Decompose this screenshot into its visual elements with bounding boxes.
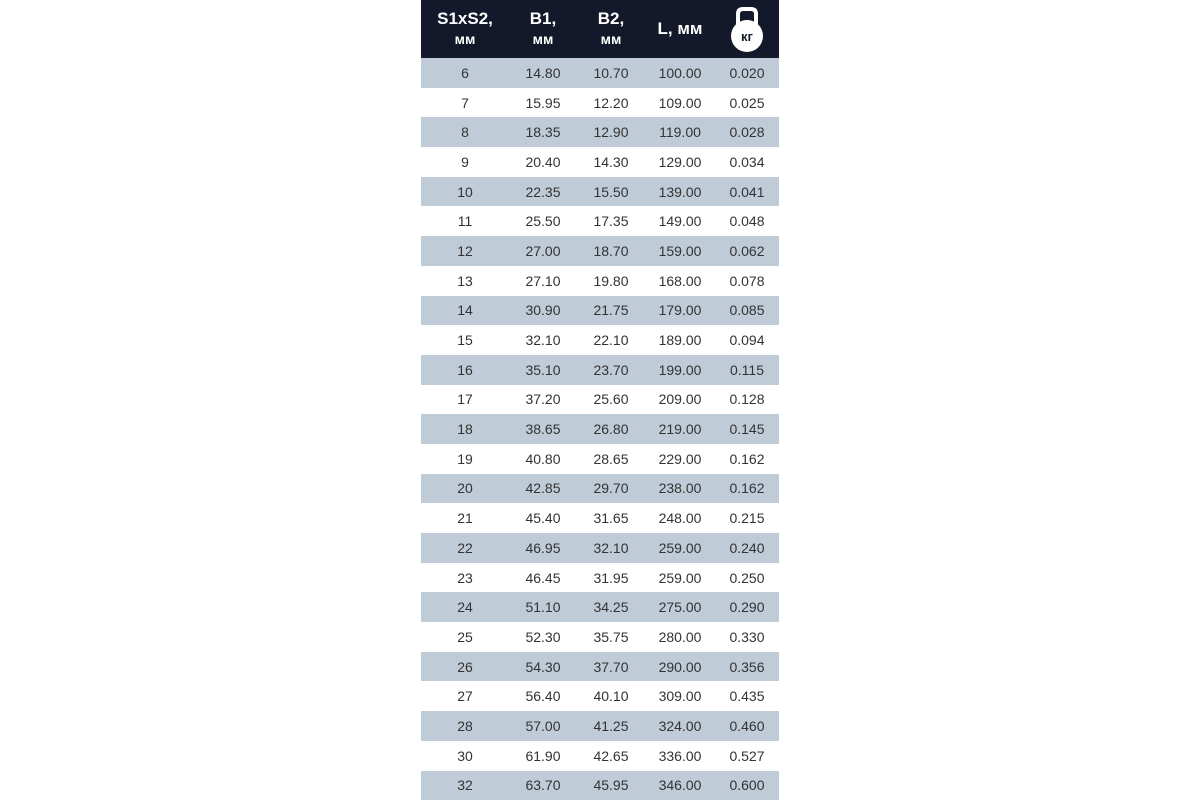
- cell-weight: 0.028: [729, 124, 765, 141]
- cell-b1: 42.85: [525, 480, 561, 497]
- cell-b2: 14.30: [593, 153, 629, 170]
- table-row: [421, 622, 779, 652]
- cell-b2: 41.25: [593, 717, 629, 734]
- cell-b1: 25.50: [525, 213, 561, 230]
- cell-size: 12: [457, 242, 473, 259]
- cell-b2: 29.70: [593, 480, 629, 497]
- cell-b1: 37.20: [525, 391, 561, 408]
- cell-size: 23: [457, 569, 473, 586]
- cell-size: 18: [457, 421, 473, 438]
- cell-b2: 12.20: [593, 94, 629, 111]
- cell-b2: 31.65: [593, 510, 629, 527]
- cell-weight: 0.025: [729, 94, 765, 111]
- header-length-label: L, мм: [657, 19, 703, 38]
- cell-weight: 0.145: [729, 421, 765, 438]
- cell-length: 324.00: [658, 717, 702, 734]
- cell-weight: 0.215: [729, 510, 765, 527]
- cell-weight: 0.290: [729, 599, 765, 616]
- table-row: [421, 444, 779, 474]
- table-row: [421, 474, 779, 504]
- cell-b2: 12.90: [593, 124, 629, 141]
- cell-weight: 0.460: [729, 717, 765, 734]
- cell-b2: 31.95: [593, 569, 629, 586]
- table-row: [421, 533, 779, 563]
- table-row: [421, 563, 779, 593]
- header-b2: [577, 0, 645, 58]
- cell-size: 7: [461, 94, 469, 111]
- cell-length: 168.00: [658, 272, 702, 289]
- spec-table: [421, 0, 779, 800]
- cell-length: 229.00: [658, 450, 702, 467]
- cell-weight: 0.041: [729, 183, 765, 200]
- cell-length: 149.00: [658, 213, 702, 230]
- cell-b1: 61.90: [525, 747, 561, 764]
- table-row: [421, 385, 779, 415]
- cell-b2: 23.70: [593, 361, 629, 378]
- header-length: [645, 0, 715, 58]
- cell-size: 20: [457, 480, 473, 497]
- cell-size: 19: [457, 450, 473, 467]
- table-row: [421, 147, 779, 177]
- cell-b2: 37.70: [593, 658, 629, 675]
- cell-size: 11: [457, 213, 473, 230]
- cell-weight: 0.600: [729, 777, 765, 794]
- cell-length: 336.00: [658, 747, 702, 764]
- cell-b2: 21.75: [593, 302, 629, 319]
- cell-b1: 52.30: [525, 628, 561, 645]
- header-b1-label: B1,: [529, 9, 557, 28]
- cell-length: 259.00: [658, 569, 702, 586]
- cell-length: 189.00: [658, 332, 702, 349]
- cell-b2: 17.35: [593, 213, 629, 230]
- weight-unit-label: кг: [741, 29, 753, 44]
- cell-size: 16: [457, 361, 473, 378]
- cell-b2: 10.70: [593, 64, 629, 81]
- cell-b1: 30.90: [525, 302, 561, 319]
- table-row: [421, 771, 779, 800]
- header-size-label: S1xS2,: [437, 9, 493, 28]
- cell-size: 25: [457, 628, 473, 645]
- cell-size: 30: [457, 747, 473, 764]
- cell-size: 27: [457, 688, 473, 705]
- cell-b2: 32.10: [593, 539, 629, 556]
- cell-weight: 0.020: [729, 64, 765, 81]
- cell-b1: 18.35: [525, 124, 561, 141]
- table-row: [421, 58, 779, 88]
- cell-b1: 46.95: [525, 539, 561, 556]
- cell-length: 159.00: [658, 242, 702, 259]
- cell-b2: 15.50: [593, 183, 629, 200]
- cell-length: 129.00: [658, 153, 702, 170]
- table-row: [421, 236, 779, 266]
- kettlebell-icon: [727, 6, 767, 52]
- cell-b1: 54.30: [525, 658, 561, 675]
- cell-b2: 26.80: [593, 421, 629, 438]
- cell-size: 26: [457, 658, 473, 675]
- cell-weight: 0.085: [729, 302, 765, 319]
- cell-size: 21: [457, 510, 473, 527]
- cell-length: 209.00: [658, 391, 702, 408]
- cell-b1: 56.40: [525, 688, 561, 705]
- table-header: [421, 0, 779, 58]
- cell-weight: 0.162: [729, 450, 765, 467]
- cell-b1: 51.10: [525, 599, 561, 616]
- cell-weight: 0.128: [729, 391, 765, 408]
- cell-size: 28: [457, 717, 473, 734]
- cell-size: 17: [457, 391, 473, 408]
- cell-weight: 0.162: [729, 480, 765, 497]
- cell-b2: 35.75: [593, 628, 629, 645]
- table-row: [421, 117, 779, 147]
- cell-weight: 0.048: [729, 213, 765, 230]
- cell-b1: 45.40: [525, 510, 561, 527]
- cell-length: 219.00: [658, 421, 702, 438]
- cell-weight: 0.078: [729, 272, 765, 289]
- cell-b2: 19.80: [593, 272, 629, 289]
- header-b2-unit: мм: [600, 31, 622, 47]
- cell-size: 9: [461, 153, 469, 170]
- cell-b1: 27.00: [525, 242, 561, 259]
- cell-b1: 57.00: [525, 717, 561, 734]
- table-row: [421, 414, 779, 444]
- table-row: [421, 206, 779, 236]
- cell-length: 290.00: [658, 658, 702, 675]
- cell-size: 22: [457, 539, 473, 556]
- table-row: [421, 355, 779, 385]
- header-size-unit: мм: [454, 31, 476, 47]
- cell-b1: 14.80: [525, 64, 561, 81]
- cell-size: 8: [461, 124, 469, 141]
- cell-b2: 28.65: [593, 450, 629, 467]
- cell-length: 119.00: [659, 124, 701, 141]
- cell-length: 109.00: [658, 94, 702, 111]
- table-row: [421, 266, 779, 296]
- cell-b2: 45.95: [593, 777, 629, 794]
- cell-length: 238.00: [658, 480, 702, 497]
- cell-size: 15: [457, 332, 473, 349]
- table-row: [421, 88, 779, 118]
- cell-b2: 25.60: [593, 391, 629, 408]
- table-row: [421, 711, 779, 741]
- cell-b1: 63.70: [525, 777, 561, 794]
- cell-weight: 0.330: [729, 628, 765, 645]
- table-row: [421, 503, 779, 533]
- cell-weight: 0.250: [729, 569, 765, 586]
- table-row: [421, 296, 779, 326]
- cell-length: 275.00: [658, 599, 702, 616]
- cell-size: 24: [457, 599, 473, 616]
- cell-length: 100.00: [658, 64, 702, 81]
- header-b1-unit: мм: [532, 31, 554, 47]
- cell-length: 346.00: [658, 777, 702, 794]
- cell-weight: 0.356: [729, 658, 765, 675]
- table-row: [421, 741, 779, 771]
- cell-b2: 18.70: [593, 242, 629, 259]
- cell-b1: 38.65: [525, 421, 561, 438]
- table-row: [421, 652, 779, 682]
- header-weight: [715, 0, 779, 58]
- cell-b2: 40.10: [593, 688, 629, 705]
- cell-b1: 40.80: [525, 450, 561, 467]
- cell-weight: 0.435: [729, 688, 765, 705]
- cell-b2: 34.25: [593, 599, 629, 616]
- cell-length: 309.00: [658, 688, 702, 705]
- cell-b2: 42.65: [593, 747, 629, 764]
- cell-weight: 0.034: [729, 153, 765, 170]
- table-row: [421, 177, 779, 207]
- cell-size: 13: [457, 272, 473, 289]
- header-b2-label: B2,: [597, 9, 625, 28]
- cell-b2: 22.10: [593, 332, 629, 349]
- cell-length: 179.00: [658, 302, 702, 319]
- cell-weight: 0.527: [729, 747, 765, 764]
- table-body: [421, 58, 779, 800]
- header-b1: [509, 0, 577, 58]
- cell-weight: 0.062: [729, 242, 765, 259]
- cell-size: 6: [461, 64, 469, 81]
- cell-length: 280.00: [658, 628, 702, 645]
- cell-weight: 0.115: [730, 361, 764, 378]
- cell-length: 259.00: [658, 539, 702, 556]
- table-row: [421, 325, 779, 355]
- cell-b1: 15.95: [525, 94, 561, 111]
- cell-length: 248.00: [658, 510, 702, 527]
- cell-length: 139.00: [658, 183, 702, 200]
- cell-b1: 32.10: [525, 332, 561, 349]
- cell-b1: 46.45: [525, 569, 561, 586]
- table-row: [421, 681, 779, 711]
- header-size: [421, 0, 509, 58]
- cell-weight: 0.094: [729, 332, 765, 349]
- cell-length: 199.00: [658, 361, 702, 378]
- cell-b1: 27.10: [525, 272, 561, 289]
- cell-weight: 0.240: [729, 539, 765, 556]
- cell-size: 32: [457, 777, 473, 794]
- cell-size: 14: [457, 302, 473, 319]
- table-row: [421, 592, 779, 622]
- cell-b1: 20.40: [525, 153, 561, 170]
- cell-b1: 35.10: [525, 361, 561, 378]
- cell-b1: 22.35: [525, 183, 561, 200]
- cell-size: 10: [457, 183, 473, 200]
